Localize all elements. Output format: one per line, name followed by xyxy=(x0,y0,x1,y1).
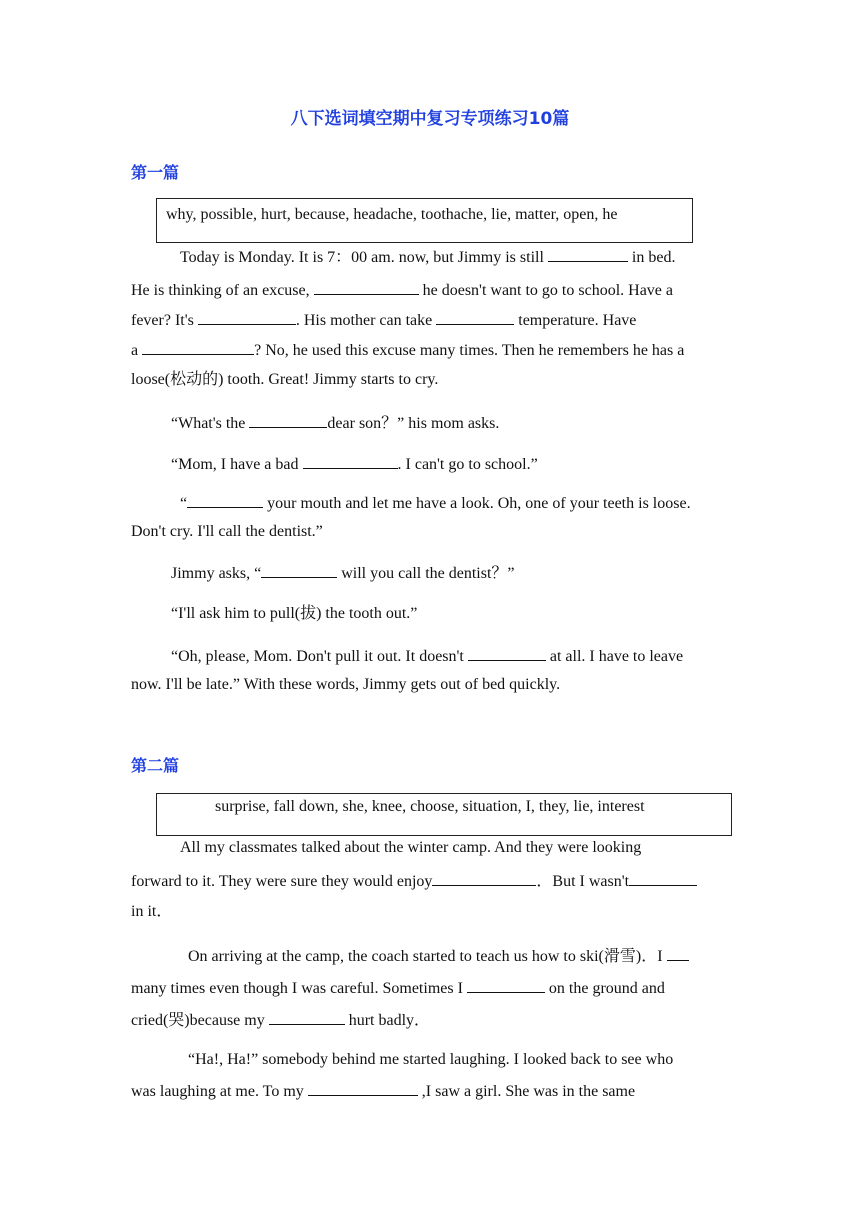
s1-line-11: “I'll ask him to pull(拔) the tooth out.” xyxy=(171,605,418,622)
blank-13 xyxy=(667,945,689,961)
blank-10 xyxy=(468,645,546,661)
blank-1 xyxy=(548,246,628,262)
s2-line-6: cried(哭)because my hurt badly． xyxy=(131,1009,430,1031)
section1-heading: 第一篇 xyxy=(131,163,180,182)
section2-word-list: surprise, fall down, she, knee, choose, situation, I, they, lie, interest xyxy=(215,798,645,815)
s2-line-5: many times even though I was careful. Sometimes I on the ground and xyxy=(131,977,665,999)
s2-line-2: forward to it. They were sure they would enjoy ．But I wasn't xyxy=(131,870,697,892)
blank-12 xyxy=(629,870,697,886)
blank-7 xyxy=(303,453,398,469)
s1-line-10: Jimmy asks, “ will you call the dentist？” xyxy=(171,562,515,584)
blank-4 xyxy=(436,309,514,325)
blank-5 xyxy=(142,339,254,355)
blank-2 xyxy=(314,279,419,295)
s2-line-3: in it． xyxy=(131,903,173,920)
blank-9 xyxy=(261,562,337,578)
s1-line-9: Don't cry. I'll call the dentist.” xyxy=(131,523,323,540)
s1-line-3: fever? It's . His mother can take temperature. Have xyxy=(131,309,636,331)
blank-3 xyxy=(198,309,296,325)
blank-6 xyxy=(249,412,327,428)
s1-line-5: loose(松动的) tooth. Great! Jimmy starts to cry. xyxy=(131,371,439,388)
s1-line-8: “ your mouth and let me have a look. Oh, one of your teeth is loose. xyxy=(180,492,691,514)
section2-heading: 第二篇 xyxy=(131,756,180,775)
s1-line-7: “Mom, I have a bad . I can't go to school.” xyxy=(171,453,538,475)
s1-line-2: He is thinking of an excuse, he doesn't want to go to school. Have a xyxy=(131,279,673,301)
section2-word-box xyxy=(156,793,732,836)
s1-line-12: “Oh, please, Mom. Don't pull it out. It doesn't at all. I have to leave xyxy=(171,645,683,667)
s1-line-4: a ? No, he used this excuse many times. Then he remembers he has a xyxy=(131,339,684,361)
section1-word-box xyxy=(156,198,693,243)
blank-16 xyxy=(308,1080,418,1096)
s2-line-4: On arriving at the camp, the coach started to teach us how to ski(滑雪)．I xyxy=(188,945,689,967)
s1-line-1: Today is Monday. It is 7：00 am. now, but Jimmy is still in bed. xyxy=(180,246,675,268)
blank-11 xyxy=(432,870,536,886)
section1-word-list: why, possible, hurt, because, headache, toothache, lie, matter, open, he xyxy=(166,206,618,223)
blank-8 xyxy=(187,492,263,508)
s2-line-1: All my classmates talked about the winter camp. And they were looking xyxy=(180,839,642,856)
s1-line-6: “What's the dear son？” his mom asks. xyxy=(171,412,499,434)
s2-line-8: was laughing at me. To my ,I saw a girl. She was in the same xyxy=(131,1080,635,1102)
document-title: 八下选词填空期中复习专项练习10篇 xyxy=(290,109,570,129)
blank-14 xyxy=(467,977,545,993)
blank-15 xyxy=(269,1009,345,1025)
s1-line-13: now. I'll be late.” With these words, Jimmy gets out of bed quickly. xyxy=(131,676,561,693)
s2-line-7: “Ha!, Ha!” somebody behind me started laughing. I looked back to see who xyxy=(188,1051,674,1068)
